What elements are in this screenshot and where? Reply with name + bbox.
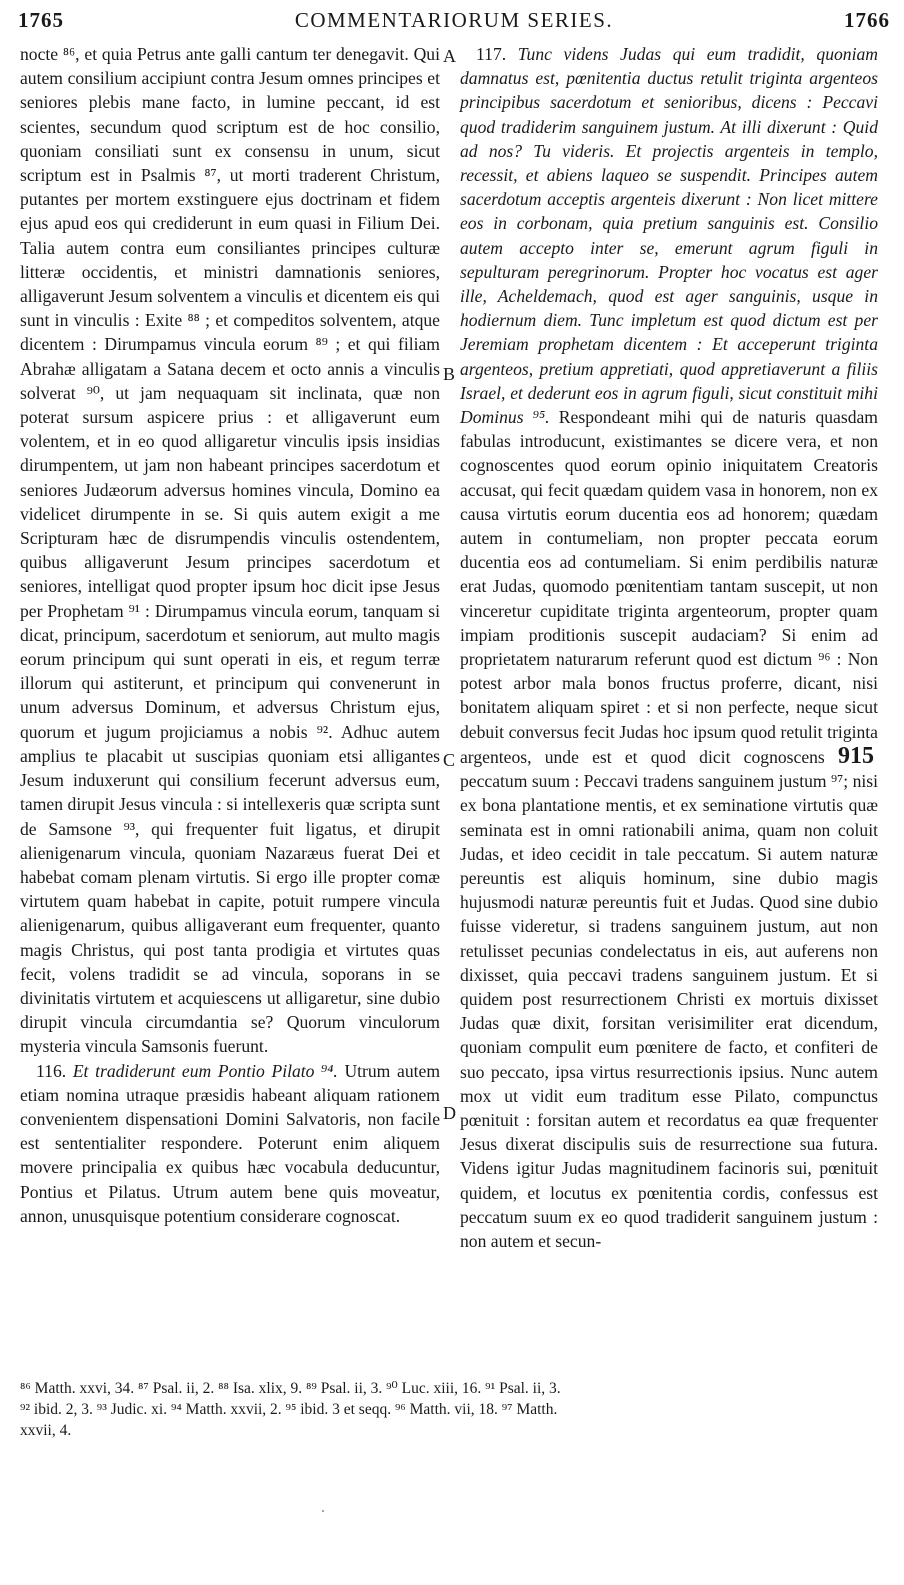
left-paragraph-1: nocte ⁸⁶, et quia Petrus ante galli cantum ter denegavit. Qui autem consilium accipiunt contra Jesum omnes principes et seniores plebis mane facto, in lumine peccant, id est scientes, secundum quod scriptum est de hoc consilio, quoniam consiliati sunt ex consensu in unum, sicut scriptum est in Psalmis ⁸⁷, ut morti traderent Christum, putantes per mortem exstinguere ejus doctrinam et fidem ejus apud eos qui crediderunt in eum quasi in Filium Dei. Talia autem contra eum consiliantes principes culturæ litteræ occidentis, et ministri damnationis seniores, alligaverunt Jesum solventem a vinculis et dicentem eis qui sunt in vinculis : Exite ⁸⁸ ; et compeditos solventem, atque dicentem : Dirumpamus vincula eorum ⁸⁹ ; et qui filiam Abrahæ alligatam a Satana decem et octo annis a vinculis solverat ⁹⁰, ut jam nequaquam sit inclinata, quæ non poterat sursum aspicere prius : et alligaverunt eum volentem, et in eo quod alligaretur vinculis ipsis insidias dirumpentem, ut jam non habeant principes sacerdotum et seniores Judæorum adversus homines vincula, Domino ea videlicet dirumpente in se. Si quis autem exigit a me Scripturam hæc de disrumpendis vinculis ostendentem, quibus alligaverunt Jesum principes sacerdotum et seniores, intelligat quod propter ipsum hoc dicit ipse Jesus per Prophetam ⁹¹ : Dirumpamus vincula eorum, tanquam si dicat, principum, sacerdotum et seniorum, aut multo magis eorum principum qui sunt operati in eis, et regum terræ illorum qui astiterunt, et principum qui convenerunt in unum adversus Dominum, et adversus Christum ejus, quorum et jugum projiciamus a nobis ⁹². Adhuc autem amplius te placabit ut suscipias quoniam etsi alligantes Jesum induxerunt qui consilium fecerunt adversus eum, tamen dirupit Jesus vincula : si intellexeris quæ scripta sunt de Samsone ⁹³, qui frequenter fuit ligatus, et dirupit alienigenarum vincula, quoniam Nazaræus fuerat Dei et habebat comam plenam virtutis. Si ergo ille propter comæ virtutem quam habebat in capite, potuit rumpere vincula alienigenarum, quibus alligaverant eum frequenter, quanto magis Christus, qui post tanta prodigia et virtutes quas fecit, volens tradidit se ad vincula, soporans in se divinitatis virtutem et acquiescens ut alligaretur, sine dubio dirupit vincula circumdantia se? Quorum vinculorum mysteria vincula Samsonis fuerunt.: [20, 44, 440, 1057]
section-lemma-116: Et tradiderunt eum Pontio Pilato ⁹⁴.: [72, 1060, 338, 1081]
right-paragraph-1: [460, 42, 878, 1253]
left-column: [20, 42, 440, 1372]
column-gutter: [440, 42, 460, 1382]
margin-marker-a: A: [443, 46, 456, 66]
column-number: 915: [838, 742, 874, 769]
running-header: [18, 8, 890, 36]
section-text-117a: Respondeant mihi qui de naturis quasdam fabulas introducunt, existimantes se dicere vera, et non cognoscentes quod eorum opinio iniquitatem Creatoris accusat, qui fecit quædam quidem vasa in honorem, non ex causa virtutis eorum ducentia eos ad honorem; quædam autem in contumeliam, non propter peccata eorum ducentia eos ad contumeliam. Si enim perdibilis naturæ erat Judas, quomodo pœnitentiam tantam suscepit, ut non vinceretur cupiditate triginta argenteorum, propter quam impiam proditionis suscepit audaciam? Si enim ad proprietatem naturarum referunt quod est dictum ⁹⁶ : Non potest arbor mala bonos fructus proferre, dicant, nisi bonitatem aliquam spiret : et si non perfecte, neque sicut debuit conversus fecit Judas hoc ipsum quod retulit triginta argenteos, unde est et quod dicit cognoscens: [460, 407, 878, 767]
section-text-116: Utrum autem etiam nomina utraque præsidis habeant aliquam rationem convenientem dispensationi Domini Salvatoris, non facile est sententialiter respondere. Poterunt enim aliquem movere principalia ex quibus hæc vocabula deducuntur, Pontius et Pilatus. Utrum autem bene quis moveatur, annon, unusquisque potentium considerare cognoscat.: [20, 1060, 441, 1226]
margin-marker-c: C: [443, 750, 456, 770]
footnote-line-3: xxvii, 4.: [20, 1422, 72, 1439]
section-lemma-117: Tunc videns Judas qui eum tradidit, quoniam damnatus est, pœnitentia ductus retulit triginta argenteos principibus sacerdotum et senioribus, dicens : Peccavi quod tradiderim sanguinem justum. At illi dixerunt : Quid ad nos? Tu videris. Et projectis argenteis in templo, recessit, et abiens laqueo se suspendit. Principes autem sacerdotum acceptis argenteis dixerunt : Non licet mittere eos in corbonam, quia pretium sanguinis est. Consilio autem accepto inter se, emerunt agrum figuli in sepulturam peregrinorum. Propter hoc vocatus est ager ille, Acheldemach, quod est ager sanguinis, usque in hodiernum diem. Tunc impletum est quod dictum est per Jeremiam prophetam dicentem : Et acceperunt triginta argenteos, pretium appretiati, quod appretiaverunt a filiis Israel, et dederunt eos in agrum figuli, sicut constituit mihi Dominus ⁹⁵.: [460, 44, 878, 428]
footnote-line-2: ⁹² ibid. 2, 3. ⁹³ Judic. xi. ⁹⁴ Matth. xxvii, 2. ⁹⁵ ibid. 3 et seqq. ⁹⁶ Matth. vii, 18. ⁹⁷ Matth.: [20, 1401, 558, 1418]
margin-marker-d: D: [443, 1103, 456, 1123]
section-text-117b: peccatum suum : Peccavi tradens sanguinem justum ⁹⁷; nisi ex bona plantatione mentis, et ex seminatione virtutis quæ seminata est in omni rationabili anima, quam non coluit Judas, et ideo cecidit in tale peccatum. Si autem naturæ pereuntis est aliquis hominum, sine dubio magis hujusmodi naturæ pereuntis fuit et Judas. Quod sine dubio fuisse videretur, si tradens sanguinem justum, aut non retulisset pecunias condelectatus in eis, aut auferens non dixisset, quia peccavi tradens sanguinem justum. Et si quidem post resurrectionem Christi ex mortuis dixisset Judas quæ dixit, forsitan verisimiliter erat dicendum, quoniam compulit eum pœnitere de facto, et confiteri de suo peccato, ipsa virtus resurrectionis ipsius. Nunc autem mox ut vidit eum traditum esse Pilato, compunctus pœnituit : forsitan autem et recordatus ea quæ frequenter Jesus dixerat discipulis suis de resurrectione sua futura. Videns igitur Judas magnitudinem facinoris sui, pœnituit quidem, et locutus ex pœnitentia cordis, confessus est peccatum suum ex eo quod tradiderit sanguinem justum : non autem et secun-: [460, 771, 878, 1251]
left-paragraph-2: [20, 1059, 440, 1228]
margin-marker-b: B: [443, 364, 456, 384]
section-number-116: 116.: [36, 1060, 67, 1081]
right-column: [460, 42, 878, 1372]
footnotes: [20, 1378, 880, 1441]
page-number-right: 1766: [844, 8, 890, 32]
page-number-left: 1765: [18, 8, 64, 32]
section-number-117: 117.: [476, 44, 507, 64]
footnote-line-1: ⁸⁶ Matth. xxvi, 34. ⁸⁷ Psal. ii, 2. ⁸⁸ Isa. xlix, 9. ⁸⁹ Psal. ii, 3. ⁹⁰ Luc. xiii, 16. ⁹¹ Psal. ii, 3.: [20, 1380, 561, 1397]
running-title: COMMENTARIORUM SERIES.: [294, 8, 614, 32]
print-speck: [322, 1510, 324, 1512]
